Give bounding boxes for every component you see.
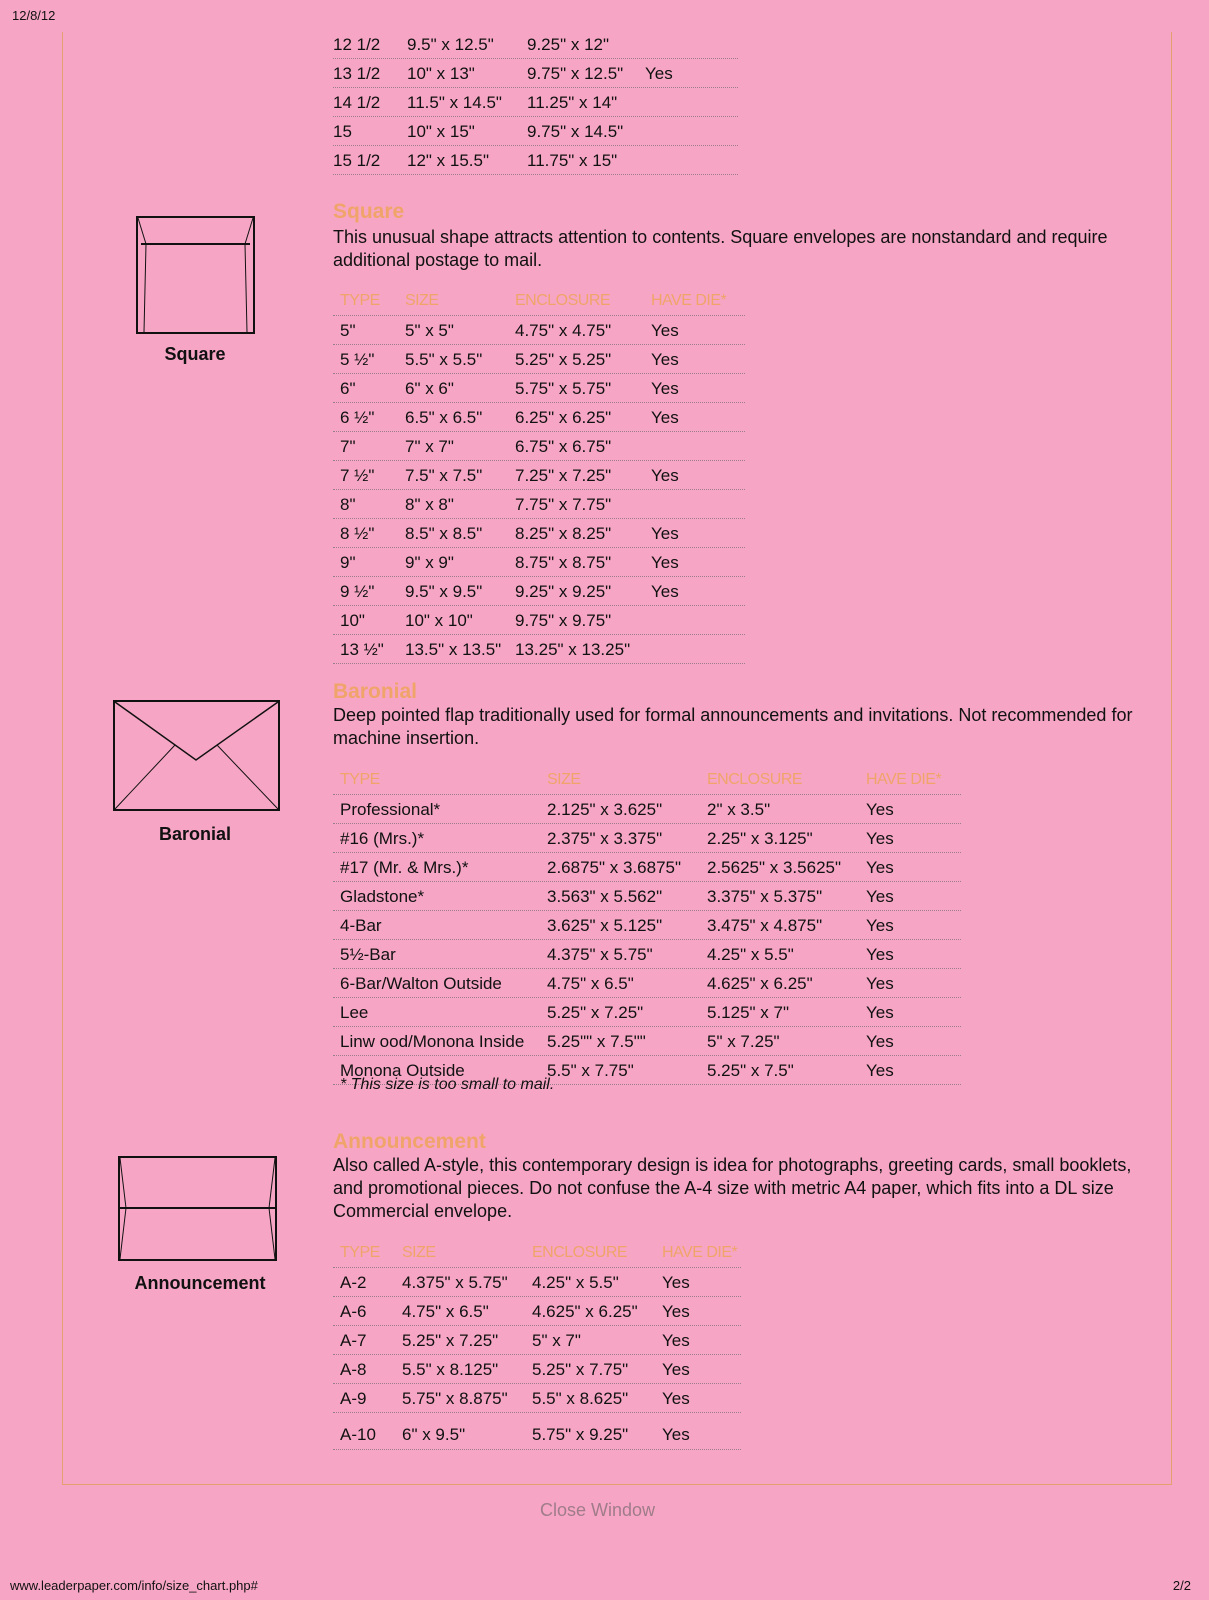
cell-have-die: Yes: [866, 945, 894, 964]
table-row: [333, 59, 738, 88]
cell-type: A-9: [340, 1389, 367, 1408]
square-icon-label: Square: [164, 344, 226, 364]
cell-enclosure: 6.75" x 6.75": [515, 437, 612, 456]
table-row: [333, 461, 745, 490]
cell-type: A-8: [340, 1360, 367, 1379]
cell-enclosure: 4.25" x 5.5": [532, 1273, 619, 1292]
table-row: [333, 30, 738, 59]
announcement-title: Announcement: [333, 1130, 486, 1153]
cell-enclosure: 7.25" x 7.25": [515, 466, 612, 485]
footer-url: www.leaderpaper.com/info/size_chart.php#: [10, 1578, 258, 1593]
cell-have-die: Yes: [651, 553, 679, 572]
table-row: [333, 795, 961, 824]
header-have-die: HAVE DIE*: [866, 771, 942, 788]
cell-size: 2.6875" x 3.6875": [547, 858, 682, 877]
footer-page-number: 2/2: [1172, 1578, 1191, 1593]
cell-type: 8": [340, 495, 356, 514]
cell-size: 4.75" x 6.5": [402, 1302, 489, 1321]
cell-type: Professional*: [340, 800, 441, 819]
table-row: [333, 146, 738, 175]
cell-size: 8" x 8": [405, 495, 454, 514]
cell-size: 5.5" x 7.75": [547, 1061, 634, 1080]
cell-size: 12" x 15.5": [407, 151, 490, 170]
cell-enclosure: 5" x 7.25": [707, 1032, 780, 1051]
header-type: TYPE: [340, 771, 380, 788]
table-row: [333, 316, 745, 345]
required-asterisk: *: [935, 771, 942, 788]
table-row: [333, 519, 745, 548]
cell-enclosure: 4.75" x 4.75": [515, 321, 612, 340]
table-row: [333, 1355, 741, 1384]
cell-type: 12 1/2: [333, 35, 381, 54]
cell-size: 10" x 15": [407, 122, 475, 141]
table-row: [333, 345, 745, 374]
cell-type: 14 1/2: [333, 93, 381, 112]
footnote: * This size is too small to mail.: [340, 1076, 555, 1093]
baronial-icon-label: Baronial: [158, 824, 232, 844]
cell-have-die: Yes: [866, 858, 894, 877]
cell-size: 4.375" x 5.75": [547, 945, 653, 964]
cell-enclosure: 4.625" x 6.25": [532, 1302, 638, 1321]
table-row: [333, 635, 745, 664]
table-row: [333, 1297, 741, 1326]
cell-type: 13 ½": [340, 640, 384, 659]
cell-type: 9 ½": [340, 582, 375, 601]
cell-size: 11.5" x 14.5": [407, 93, 502, 112]
square-size-table: [333, 287, 745, 664]
table-row: [333, 824, 961, 853]
header-enclosure: ENCLOSURE: [532, 1244, 628, 1261]
cell-size: 4.375" x 5.75": [402, 1273, 508, 1292]
cell-have-die: Yes: [866, 1061, 894, 1080]
cell-enclosure: 5.25" x 5.25": [515, 350, 612, 369]
header-enclosure: ENCLOSURE: [707, 771, 803, 788]
cell-enclosure: 9.75" x 9.75": [515, 611, 612, 630]
cell-enclosure: 3.475" x 4.875": [707, 916, 823, 935]
header-enclosure: ENCLOSURE: [515, 292, 611, 309]
cell-size: 3.625" x 5.125": [547, 916, 663, 935]
table-row: [333, 1326, 741, 1355]
table-header-row: [333, 766, 961, 795]
cell-have-die: Yes: [651, 379, 679, 398]
header-size: SIZE: [405, 292, 439, 309]
cell-enclosure: 5.125" x 7": [707, 1003, 790, 1022]
cell-enclosure: 4.25" x 5.5": [707, 945, 794, 964]
cell-enclosure: 6.25" x 6.25": [515, 408, 612, 427]
table-row: [333, 606, 745, 635]
cell-have-die: Yes: [645, 64, 673, 83]
cell-type: 5 ½": [340, 350, 375, 369]
baronial-title: Baronial: [333, 680, 418, 703]
cell-size: 3.563" x 5.562": [547, 887, 663, 906]
cell-type: 6 ½": [340, 408, 375, 427]
cell-enclosure: 5.25" x 7.75": [532, 1360, 629, 1379]
cell-size: 5.25"" x 7.5"": [547, 1032, 646, 1051]
baronial-size-table: [333, 766, 961, 1085]
cell-enclosure: 9.25" x 12": [527, 35, 610, 54]
cell-type: A-6: [340, 1302, 367, 1321]
cell-have-die: Yes: [866, 1032, 894, 1051]
cell-type: 6-Bar/Walton Outside: [340, 974, 502, 993]
table-row: [333, 403, 745, 432]
cell-type: 8 ½": [340, 524, 375, 543]
baronial-envelope-icon: [113, 700, 281, 812]
cell-size: 5.5" x 5.5": [405, 350, 483, 369]
header-type: TYPE: [340, 292, 380, 309]
cell-size: 7.5" x 7.5": [405, 466, 483, 485]
cell-enclosure: 5.75" x 9.25": [532, 1425, 629, 1444]
cell-type: #17 (Mr. & Mrs.)*: [340, 858, 469, 877]
table-header-row: [333, 287, 745, 316]
table-row: [333, 117, 738, 146]
cell-enclosure: 5.5" x 8.625": [532, 1389, 629, 1408]
cell-enclosure: 3.375" x 5.375": [707, 887, 823, 906]
cell-size: 5.25" x 7.25": [402, 1331, 499, 1350]
cell-type: 6": [340, 379, 356, 398]
required-asterisk: *: [720, 292, 727, 309]
table-row: [333, 548, 745, 577]
cell-size: 5.75" x 8.875": [402, 1389, 508, 1408]
cell-enclosure: 11.25" x 14": [527, 93, 618, 112]
header-size: SIZE: [402, 1244, 436, 1261]
cell-have-die: Yes: [651, 321, 679, 340]
header-have-die: HAVE DIE*: [651, 292, 727, 309]
cell-type: 15: [333, 122, 352, 141]
header-size: SIZE: [547, 771, 581, 788]
square-description: This unusual shape attracts attention to contents. Square envelopes are nonstandard and require additional postage to mail.: [333, 227, 1108, 270]
cell-have-die: Yes: [866, 1003, 894, 1022]
table-row: [333, 88, 738, 117]
table-row: [333, 577, 745, 606]
cell-size: 6.5" x 6.5": [405, 408, 483, 427]
table-row: [333, 1268, 741, 1297]
cell-enclosure: 9.75" x 14.5": [527, 122, 624, 141]
table-row: [333, 998, 961, 1027]
announcement-description: Also called A-style, this contemporary design is idea for photographs, greeting cards, small booklets, and promotional pieces. Do not confuse the A-4 size with metric A4 paper, which fits into a DL size Commercial envelope.: [333, 1155, 1132, 1221]
cell-have-die: Yes: [662, 1360, 690, 1379]
cell-size: 5" x 5": [405, 321, 454, 340]
cell-have-die: Yes: [662, 1331, 690, 1350]
cell-type: #16 (Mrs.)*: [340, 829, 425, 848]
cell-have-die: Yes: [651, 350, 679, 369]
cell-size: 9" x 9": [405, 553, 454, 572]
cell-enclosure: 8.25" x 8.25": [515, 524, 612, 543]
cell-type: Linw ood/Monona Inside: [340, 1032, 525, 1051]
table-header-row: [333, 1239, 741, 1268]
cell-have-die: Yes: [662, 1273, 690, 1292]
cell-size: 2.125" x 3.625": [547, 800, 663, 819]
cell-enclosure: 5" x 7": [532, 1331, 581, 1350]
cell-type: 5": [340, 321, 356, 340]
cell-have-die: Yes: [866, 916, 894, 935]
cell-size: 9.5" x 9.5": [405, 582, 483, 601]
header-have-die: HAVE DIE*: [662, 1244, 738, 1261]
cell-have-die: Yes: [866, 887, 894, 906]
cell-enclosure: 2.25" x 3.125": [707, 829, 813, 848]
baronial-description: Deep pointed flap traditionally used for formal announcements and invitations. Not recommended for machine insertion.: [333, 705, 1133, 748]
cell-enclosure: 9.75" x 12.5": [527, 64, 624, 83]
table-row: [333, 490, 745, 519]
cell-type: Monona Outside: [340, 1061, 465, 1080]
cell-enclosure: 5.25" x 7.5": [707, 1061, 794, 1080]
announcement-size-table: [333, 1239, 741, 1450]
cell-have-die: Yes: [651, 466, 679, 485]
cell-have-die: Yes: [662, 1425, 690, 1444]
cell-enclosure: 8.75" x 8.75": [515, 553, 612, 572]
cell-size: 6" x 6": [405, 379, 454, 398]
cell-type: 15 1/2: [333, 151, 381, 170]
cell-size: 5.5" x 8.125": [402, 1360, 499, 1379]
cell-size: 5.25" x 7.25": [547, 1003, 644, 1022]
announcement-envelope-icon: [118, 1156, 278, 1262]
cell-size: 10" x 10": [405, 611, 473, 630]
close-window-link[interactable]: Close Window: [540, 1500, 656, 1520]
cell-type: 5½-Bar: [340, 945, 396, 964]
cell-enclosure: 7.75" x 7.75": [515, 495, 612, 514]
cell-have-die: Yes: [866, 829, 894, 848]
table-row: [333, 940, 961, 969]
cell-enclosure: 11.75" x 15": [527, 151, 618, 170]
required-asterisk: *: [731, 1244, 738, 1261]
table-row: [333, 882, 961, 911]
cell-type: 7 ½": [340, 466, 375, 485]
cell-type: A-10: [340, 1425, 376, 1444]
table-row: [333, 911, 961, 940]
cell-have-die: Yes: [866, 800, 894, 819]
cell-type: Lee: [340, 1003, 369, 1022]
cell-type: 13 1/2: [333, 64, 381, 83]
cell-enclosure: 2" x 3.5": [707, 800, 771, 819]
cell-have-die: Yes: [662, 1389, 690, 1408]
cell-type: 9": [340, 553, 356, 572]
table-row: [333, 853, 961, 882]
size-table-continued: [333, 30, 738, 175]
cell-type: 10": [340, 611, 365, 630]
cell-enclosure: 4.625" x 6.25": [707, 974, 813, 993]
cell-have-die: Yes: [651, 408, 679, 427]
cell-size: 4.75" x 6.5": [547, 974, 634, 993]
cell-enclosure: 13.25" x 13.25": [515, 640, 631, 659]
cell-type: 4-Bar: [340, 916, 382, 935]
cell-have-die: Yes: [662, 1302, 690, 1321]
cell-size: 10" x 13": [407, 64, 475, 83]
cell-have-die: Yes: [651, 582, 679, 601]
cell-type: A-2: [340, 1273, 367, 1292]
cell-have-die: Yes: [866, 974, 894, 993]
cell-enclosure: 2.5625" x 3.5625": [707, 858, 842, 877]
table-row: [333, 1384, 741, 1413]
announcement-icon-label: Announcement: [134, 1273, 266, 1293]
cell-have-die: Yes: [651, 524, 679, 543]
cell-size: 7" x 7": [405, 437, 454, 456]
header-type: TYPE: [340, 1244, 380, 1261]
square-envelope-icon: [136, 216, 256, 336]
square-title: Square: [333, 200, 405, 223]
cell-size: 6" x 9.5": [402, 1425, 466, 1444]
cell-enclosure: 9.25" x 9.25": [515, 582, 612, 601]
cell-type: A-7: [340, 1331, 367, 1350]
print-date: 12/8/12: [12, 8, 56, 23]
table-row: [333, 1413, 741, 1450]
table-row: [333, 969, 961, 998]
cell-size: 13.5" x 13.5": [405, 640, 502, 659]
table-row: [333, 1027, 961, 1056]
cell-size: 2.375" x 3.375": [547, 829, 663, 848]
cell-enclosure: 5.75" x 5.75": [515, 379, 612, 398]
cell-type: 7": [340, 437, 356, 456]
table-row: [333, 374, 745, 403]
cell-size: 9.5" x 12.5": [407, 35, 494, 54]
cell-size: 8.5" x 8.5": [405, 524, 483, 543]
cell-type: Gladstone*: [340, 887, 425, 906]
table-row: [333, 432, 745, 461]
